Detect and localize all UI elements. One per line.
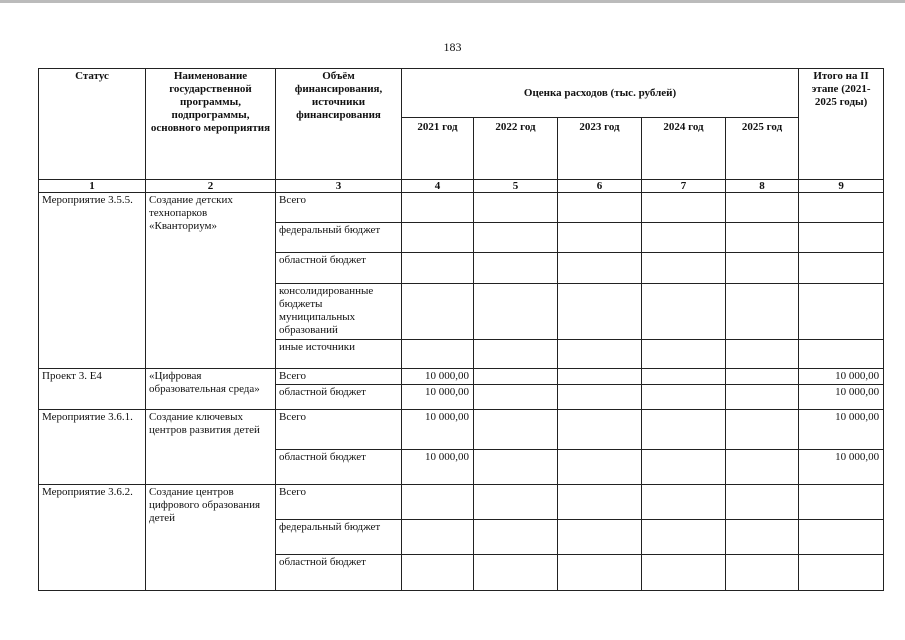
page-number: 183: [443, 40, 462, 54]
value-2021: 10 000,00: [402, 410, 474, 450]
expenses-table: [38, 68, 884, 591]
value-total: 10 000,00: [799, 410, 884, 450]
row-name: «Цифровая образовательная среда»: [146, 369, 276, 410]
header-volume: Объём финансирования, источники финансирования: [276, 69, 402, 180]
value-total: 10 000,00: [799, 385, 884, 410]
column-number-row: [39, 180, 884, 193]
row-source: Всего: [276, 410, 402, 450]
table-row: [39, 410, 884, 450]
column-number: 5: [474, 180, 558, 193]
header-year-2023: 2023 год: [558, 118, 642, 180]
row-status: Мероприятие 3.5.5.: [39, 193, 146, 369]
row-source: Всего: [276, 369, 402, 385]
header-year-2022: 2022 год: [474, 118, 558, 180]
value-total: 10 000,00: [799, 369, 884, 385]
row-source: федеральный бюджет: [276, 223, 402, 253]
column-number: 3: [276, 180, 402, 193]
row-status: Мероприятие 3.6.2.: [39, 485, 146, 591]
header-year-2024: 2024 год: [642, 118, 726, 180]
row-source: областной бюджет: [276, 555, 402, 591]
row-name: Создание детских технопарков «Кванториум»: [146, 193, 276, 369]
row-source: федеральный бюджет: [276, 520, 402, 555]
column-number: 1: [39, 180, 146, 193]
row-source: областной бюджет: [276, 253, 402, 284]
row-source: Всего: [276, 485, 402, 520]
row-status: Проект 3. Е4: [39, 369, 146, 410]
header-row: [39, 69, 884, 118]
row-status: Мероприятие 3.6.1.: [39, 410, 146, 485]
table-row: [39, 193, 884, 223]
row-name: Создание ключевых центров развития детей: [146, 410, 276, 485]
row-source: областной бюджет: [276, 450, 402, 485]
value-2021: 10 000,00: [402, 369, 474, 385]
row-name: Создание центров цифрового образования детей: [146, 485, 276, 591]
row-source: областной бюджет: [276, 385, 402, 410]
page-top-edge: [0, 0, 905, 3]
column-number: 7: [642, 180, 726, 193]
header-name: Наименование государственной программы, подпрограммы, основного мероприятия: [146, 69, 276, 180]
header-status: Статус: [39, 69, 146, 180]
value-2021: 10 000,00: [402, 385, 474, 410]
header-estimate: Оценка расходов (тыс. рублей): [402, 69, 799, 118]
table-row: [39, 369, 884, 385]
value-2021: 10 000,00: [402, 450, 474, 485]
column-number: 8: [726, 180, 799, 193]
header-year-2021: 2021 год: [402, 118, 474, 180]
row-source: консолидированные бюджеты муниципальных образований: [276, 284, 402, 340]
column-number: 4: [402, 180, 474, 193]
row-source: Всего: [276, 193, 402, 223]
column-number: 9: [799, 180, 884, 193]
table-row: [39, 485, 884, 520]
column-number: 2: [146, 180, 276, 193]
header-year-2025: 2025 год: [726, 118, 799, 180]
value-total: 10 000,00: [799, 450, 884, 485]
column-number: 6: [558, 180, 642, 193]
header-total: Итого на II этапе (2021-2025 годы): [799, 69, 884, 180]
row-source: иные источники: [276, 340, 402, 369]
